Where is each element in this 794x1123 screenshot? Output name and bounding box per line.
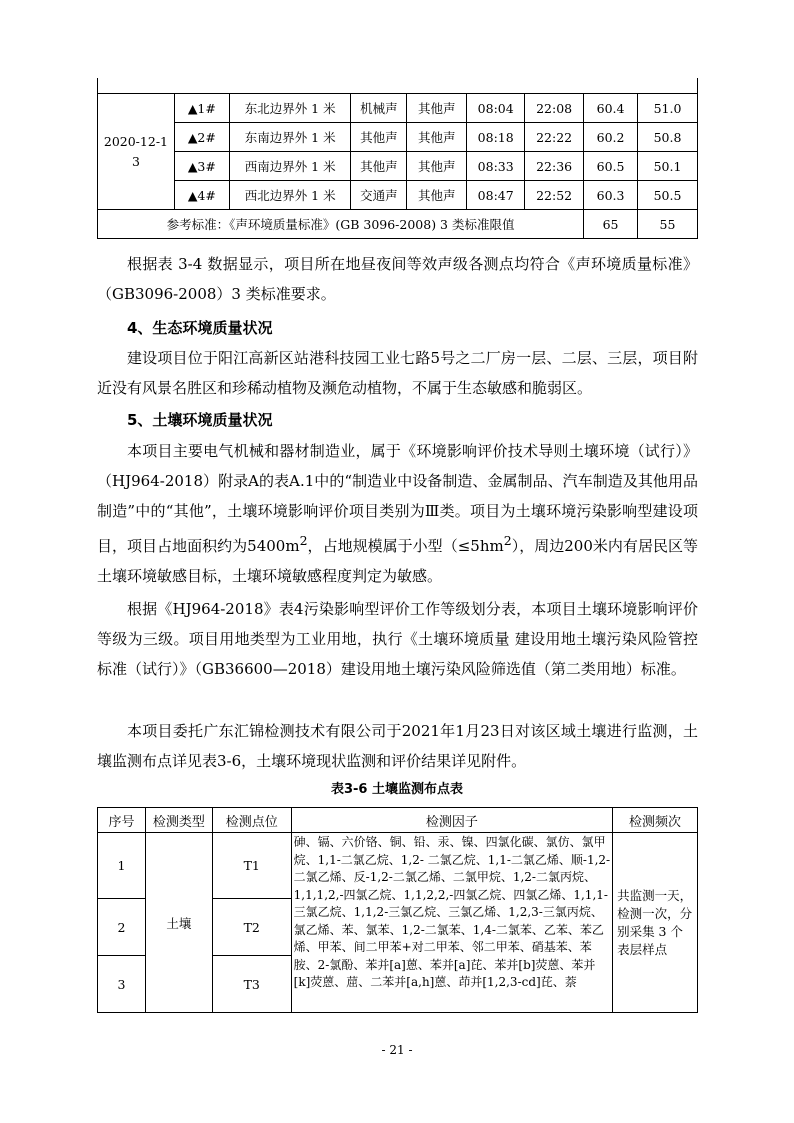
header-factors: 检测因子 (291, 808, 612, 833)
day-value-cell: 60.2 (584, 123, 638, 152)
day-value-cell: 60.5 (584, 152, 638, 181)
date-cell (98, 94, 175, 210)
night-limit-cell: 55 (638, 210, 698, 239)
table-row (98, 181, 698, 210)
table-row (98, 833, 698, 899)
frequency-cell: 共监测一天，检测一次，分别采集 3 个表层样点 (613, 833, 698, 1013)
header-frequency: 检测频次 (613, 808, 698, 833)
date-line-2: 3 (131, 153, 140, 169)
header-serial: 序号 (98, 808, 146, 833)
day-value-cell: 60.3 (584, 181, 638, 210)
point-cell: ▲4# (174, 181, 229, 210)
location-cell: 东北边界外 1 米 (229, 94, 351, 123)
reference-standard-row (98, 210, 698, 239)
superscript-2: 2 (299, 533, 308, 548)
soil-text-part-2: ，占地规模属于小型（≤5hm (307, 537, 504, 555)
noise-monitoring-table (97, 93, 698, 239)
night-time-cell: 22:08 (525, 94, 584, 123)
superscript-2: 2 (503, 533, 512, 548)
table-header-row (98, 808, 698, 833)
main-source-cell: 其他声 (351, 123, 407, 152)
serial-cell: 1 (98, 833, 146, 899)
secondary-source-cell: 其他声 (407, 181, 467, 210)
point-cell: ▲3# (174, 152, 229, 181)
day-time-cell: 08:47 (467, 181, 525, 210)
table-row (98, 94, 698, 123)
main-source-cell: 其他声 (351, 152, 407, 181)
day-time-cell: 08:18 (467, 123, 525, 152)
section-heading-soil: 5、土壤环境质量状况 (127, 411, 273, 429)
location-cell: 西北边界外 1 米 (229, 181, 351, 210)
night-time-cell: 22:52 (525, 181, 584, 210)
night-time-cell: 22:22 (525, 123, 584, 152)
factors-cell: 砷、镉、六价铬、铜、铅、汞、镍、四氯化碳、氯仿、氯甲烷、1,1-二氯乙烷、1,2- 二氯乙烷、1,1-二氯乙烯、顺-1,2-二氯乙烯、反-1,2-二氯乙烯、二氯甲烷、1,2-二氯丙烷、1,1,1,2,-四氯乙烷、1,1,2,2,-四氯乙烷、四氯乙烯、1,1,1-三氯乙烷、1,1,2-三氯乙烷、三氯乙烯、1,2,3-三氯丙烷、氯乙烯、苯、氯苯、1,2-二氯苯、1,4-二氯苯、乙苯、苯乙烯、甲苯、间二甲苯+对二甲苯、邻二甲苯、硝基苯、苯胺、2-氯酚、苯并[a]蒽、苯并[a]芘、苯并[b]荧蒽、苯并[k]荧蒽、䓛、二苯并[a,h]蒽、茚并[1,2,3-cd]芘、萘 (291, 833, 612, 1013)
day-time-cell: 08:33 (467, 152, 525, 181)
reference-standard-label: 参考标准：《声环境质量标准》(GB 3096-2008) 3 类标准限值 (98, 210, 584, 239)
night-value-cell: 50.8 (638, 123, 698, 152)
day-time-cell: 08:04 (467, 94, 525, 123)
table-caption: 表3-6 土壤监测布点表 (330, 782, 463, 797)
day-value-cell: 60.4 (584, 94, 638, 123)
night-value-cell: 50.1 (638, 152, 698, 181)
soil-text-part-3: ），周边200米内有居民区等土壤环境敏感目标，土壤环境敏感程度判定为敏感。 (97, 537, 699, 585)
main-source-cell: 机械声 (351, 94, 407, 123)
soil-classification-paragraph (97, 436, 698, 591)
table-row (98, 152, 698, 181)
night-time-cell: 22:36 (525, 152, 584, 181)
secondary-source-cell: 其他声 (407, 123, 467, 152)
ecology-paragraph: 建设项目位于阳江高新区站港科技园工业七路5号之二厂房一层、二层、三层，项目附近没有风景名胜区和珍稀动植物及濒危动植物，不属于生态敏感和脆弱区。 (97, 349, 698, 397)
soil-text-part-1: 本项目主要电气机械和器材制造业，属于《环境影响评价技术导则土壤环境（试行）》（HJ964-2018）附录A的表A.1中的“制造业中设备制造、金属制品、汽车制造及其他用品制造”中的“其他”，土壤环境影响评价项目类别为Ⅲ类。项目为土壤环境污染影响型建设项目，项目占地面积约为5400m (97, 442, 698, 555)
point-cell: T2 (212, 899, 291, 956)
monitoring-commission-paragraph: 本项目委托广东汇锦检测技术有限公司于2021年1月23日对该区域土壤进行监测，土壤监测布点详见表3-6，土壤环境现状监测和评价结果详见附件。 (97, 722, 698, 770)
night-value-cell: 51.0 (638, 94, 698, 123)
location-cell: 西南边界外 1 米 (229, 152, 351, 181)
point-cell: ▲1# (174, 94, 229, 123)
header-type: 检测类型 (145, 808, 212, 833)
soil-monitoring-table (97, 807, 698, 1013)
page-number: - 21 - (381, 1043, 413, 1057)
type-cell: 土壤 (145, 833, 212, 1013)
section-heading-ecology: 4、生态环境质量状况 (127, 319, 273, 337)
point-cell: T1 (212, 833, 291, 899)
header-point: 检测点位 (212, 808, 291, 833)
noise-conclusion-paragraph: 根据表 3-4 数据显示，项目所在地昼夜间等效声级各测点均符合《声环境质量标准》（GB3096-2008）3 类标准要求。 (97, 255, 698, 303)
point-cell: ▲2# (174, 123, 229, 152)
date-line-1: 2020-12-1 (103, 133, 168, 149)
table-row (98, 123, 698, 152)
point-cell: T3 (212, 956, 291, 1013)
day-limit-cell: 65 (584, 210, 638, 239)
location-cell: 东南边界外 1 米 (229, 123, 351, 152)
serial-cell: 3 (98, 956, 146, 1013)
night-value-cell: 50.5 (638, 181, 698, 210)
secondary-source-cell: 其他声 (407, 94, 467, 123)
evaluation-level-paragraph: 根据《HJ964-2018》表4污染影响型评价工作等级划分表，本项目土壤环境影响评价等级为三级。项目用地类型为工业用地，执行《土壤环境质量 建设用地土壤污染风险管控标准（试行）》（GB36600—2018）建设用地土壤污染风险筛选值（第二类用地）标准。 (97, 600, 698, 678)
main-source-cell: 交通声 (351, 181, 407, 210)
secondary-source-cell: 其他声 (407, 152, 467, 181)
serial-cell: 2 (98, 899, 146, 956)
